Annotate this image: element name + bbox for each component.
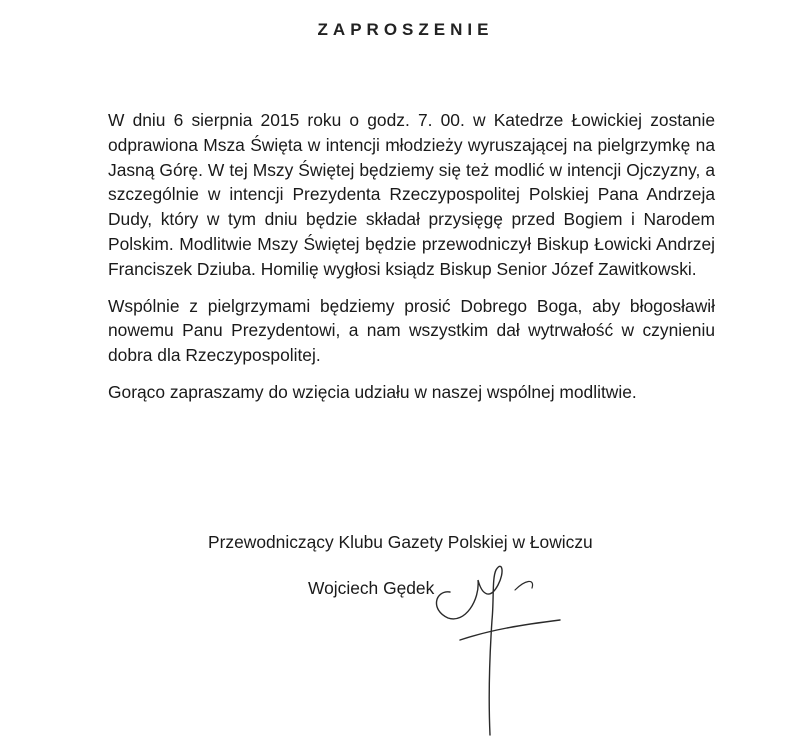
handwritten-signature	[420, 540, 570, 740]
paragraph-3: Gorąco zapraszamy do wzięcia udziału w naszej wspólnej modlitwie.	[108, 381, 637, 402]
letter-body	[108, 108, 715, 405]
document-title: ZAPROSZENIE	[317, 20, 494, 39]
paragraph-2: Wspólnie z pielgrzymami będziemy prosić Dobrego Boga, aby błogosławił nowemu Panu Prezydentowi, a nam wszystkim dał wytrwałość w czynieniu dobra dla Rzeczypospolitej.	[108, 295, 715, 366]
paragraph-1: W dniu 6 sierpnia 2015 roku o godz. 7. 00. w Katedrze Łowickiej zostanie odprawiona Msza Święta w intencji młodzieży wyruszającej na pielgrzymkę na Jasną Górę. W tej Mszy Świętej będziemy się też modlić w intencji Ojczyzny, a szczególnie w intencji Prezydenta Rzeczypospolitej Polskiej Pana Andrzeja Dudy, który w tym dniu będzie składał przysięgę przed Bogiem i Narodem Polskim. Modlitwie Mszy Świętej będzie przewodniczył Biskup Łowicki Andrzej Franciszek Dziuba. Homilię wygłosi ksiądz Biskup Senior Józef Zawitkowski.	[108, 110, 715, 279]
signoff-title: Przewodniczący Klubu Gazety Polskiej w Łowiczu	[208, 532, 593, 552]
signer-name: Wojciech Gędek	[308, 578, 435, 598]
